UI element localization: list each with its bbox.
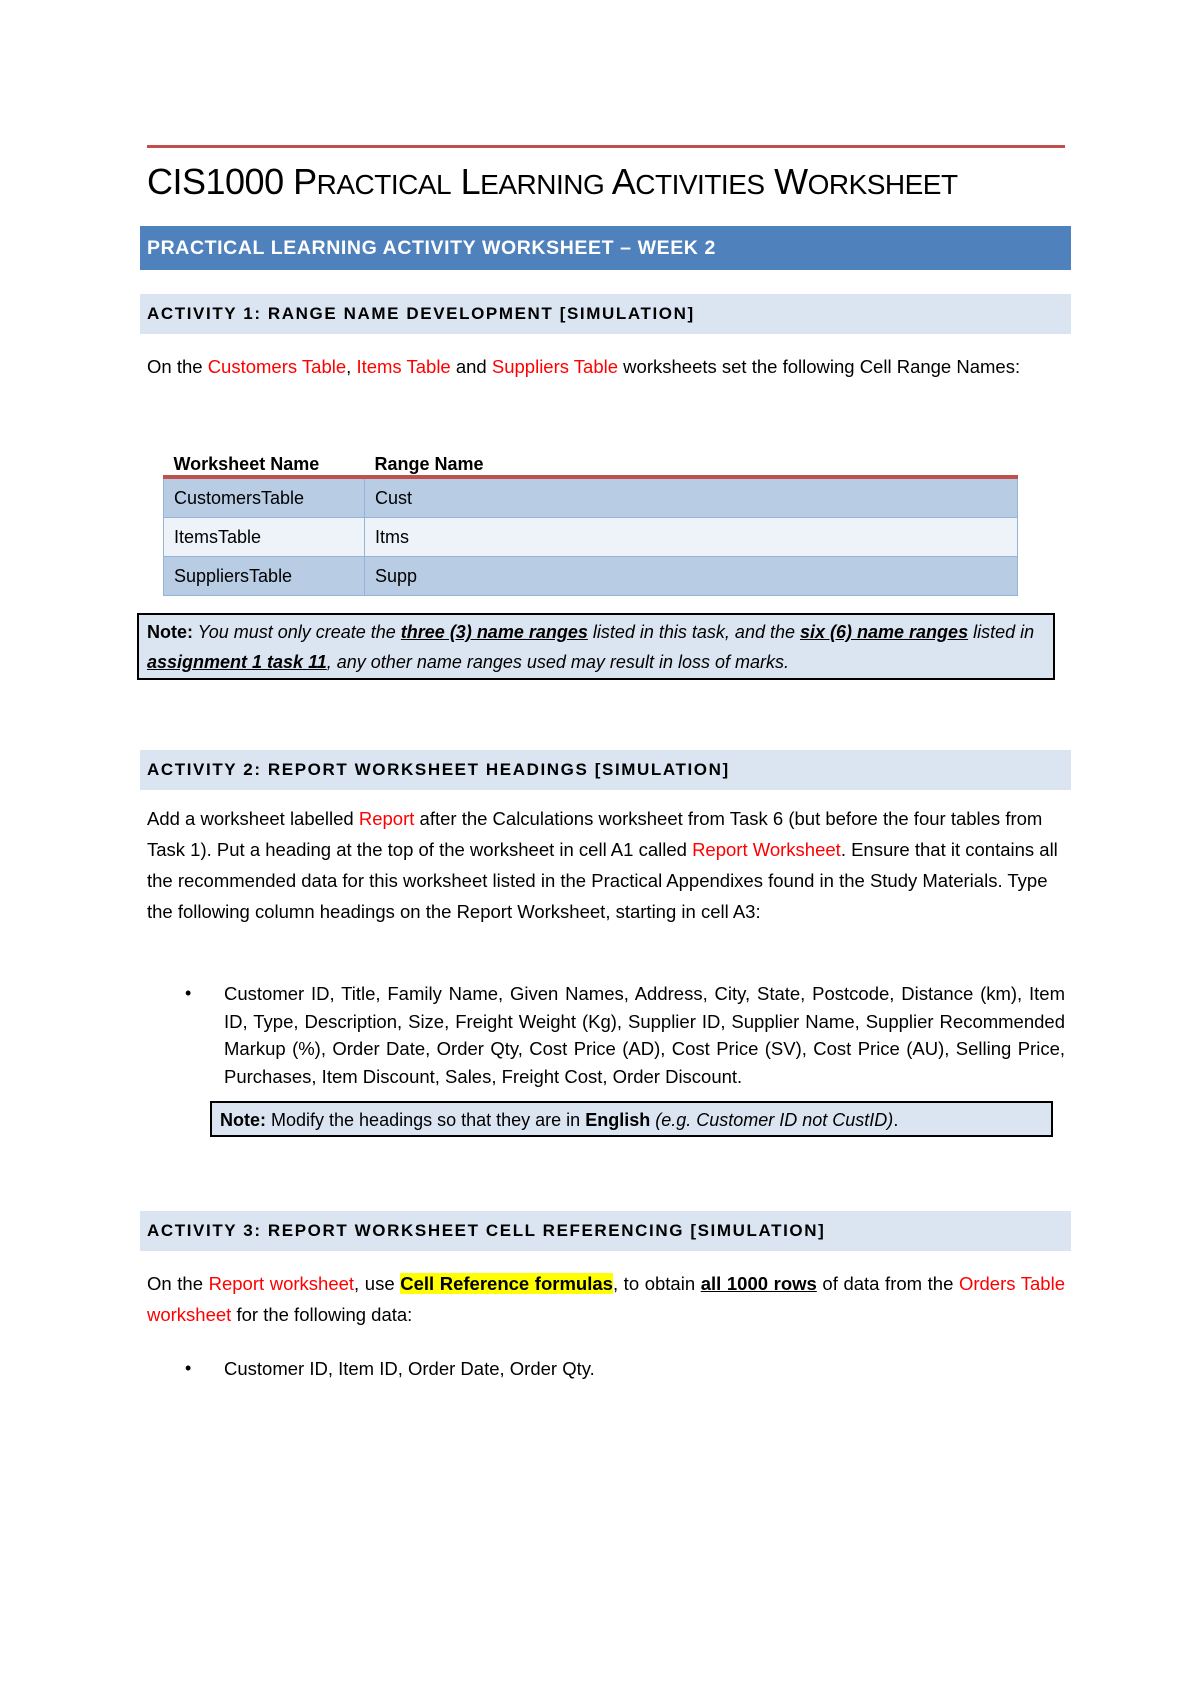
note-emphasis: six (6) name ranges [800,622,969,642]
note-label: Note: [147,622,193,642]
activity3-paragraph [147,1268,1065,1330]
note-text: , any other name ranges used may result in loss of marks. [326,652,789,672]
note-text: . [893,1110,899,1130]
title-cap-1: P [293,161,317,202]
intro-text: On the [147,356,208,377]
title-prefix: CIS1000 [147,161,284,202]
activity2-note [210,1101,1053,1137]
customers-table-ref: Customers Table [207,356,347,377]
report-worksheet-ref: Report Worksheet [692,839,841,860]
para-text: . Ensure that it contains all the recommended data for this worksheet listed in the Practical Appendixes found in the Study Materials. Type the following column headings on the Report Worksheet, starting in cell A3: [147,839,1058,922]
intro-text: worksheets set the following Cell Range Names: [618,356,1021,377]
column-header: Worksheet Name [164,447,365,477]
orders-table-ref: Orders Table worksheet [147,1273,1065,1325]
title-word-4: ORKSHEET [807,169,958,200]
title-word-1: RACTICAL [316,169,452,200]
table-cell: Supp [365,557,1018,596]
title-cap-4: W [774,161,808,202]
table-row [164,557,1018,596]
para-text: for the following data: [231,1304,413,1325]
table-cell: Itms [365,518,1018,557]
activity1-note [137,613,1055,680]
column-headings-list: Customer ID, Title, Family Name, Given Names, Address, City, State, Postcode, Distance (km), Item ID, Type, Description, Size, Freight Weight (Kg), Supplier ID, Supplier Name, Supplier Recommended Markup (%), Order Date, Order Qty, Cost Price (AD), Cost Price (SV), Cost Price (AU), Selling Price, Purchases, Item Discount, Sales, Freight Cost, Order Discount. [224,983,1065,1087]
note-text: listed in this task, and the [587,622,800,642]
note-example: (e.g. Customer ID not CustID) [655,1110,894,1130]
para-text: Add a worksheet labelled [147,808,359,829]
para-text: after the Calculations worksheet from Task 6 (but before the four tables from Task 1). Put a heading at the top of the worksheet in cell A1 called [147,808,1043,860]
para-text: , use [354,1273,401,1294]
table-cell: ItemsTable [164,518,365,557]
intro-text: and [450,356,492,377]
title-word-3: CTIVITIES [635,169,765,200]
table-cell: SuppliersTable [164,557,365,596]
data-fields-list: Customer ID, Item ID, Order Date, Order Qty. [224,1358,595,1379]
suppliers-table-ref: Suppliers Table [491,356,619,377]
table-row [164,518,1018,557]
table-cell: CustomersTable [164,477,365,518]
para-text: , to obtain [612,1273,701,1294]
title-cap-2: L [460,161,481,202]
week-heading: PRACTICAL LEARNING ACTIVITY WORKSHEET – WEEK 2 [140,226,1071,270]
para-text: On the [147,1273,209,1294]
note-label: Note: [220,1110,266,1130]
note-text: You must only create the [193,622,401,642]
bullet-icon: • [185,1358,192,1378]
table-row [164,477,1018,518]
activity2-paragraph [147,803,1065,927]
note-emphasis: English [585,1110,651,1130]
intro-text: , [346,356,357,377]
title-word-2: EARNING [480,169,605,200]
report-worksheet-ref: Report worksheet [208,1273,355,1294]
note-text: listed in [968,622,1035,642]
title-cap-3: A [611,161,636,202]
column-header: Range Name [365,447,1018,477]
range-names-table [163,447,1018,596]
items-table-ref: Items Table [356,356,451,377]
rows-emphasis: all 1000 rows [700,1273,817,1294]
note-emphasis: assignment 1 task 11 [147,652,327,672]
activity2-heading: ACTIVITY 2: REPORT WORKSHEET HEADINGS [SIMULATION] [140,750,1071,790]
document-title [147,160,1087,207]
activity1-heading: ACTIVITY 1: RANGE NAME DEVELOPMENT [SIMULATION] [140,294,1071,334]
report-ref: Report [358,808,415,829]
note-text: Modify the headings so that they are in [266,1110,586,1130]
title-rule [147,145,1065,148]
table-header-row [164,447,1018,477]
bullet-icon: • [185,983,192,1003]
para-text: of data from the [816,1273,959,1294]
activity1-intro [147,351,1065,382]
note-emphasis: three (3) name ranges [400,622,588,642]
table-cell: Cust [365,477,1018,518]
highlighted-term: Cell Reference formulas [400,1273,613,1294]
activity3-heading: ACTIVITY 3: REPORT WORKSHEET CELL REFERENCING [SIMULATION] [140,1211,1071,1251]
